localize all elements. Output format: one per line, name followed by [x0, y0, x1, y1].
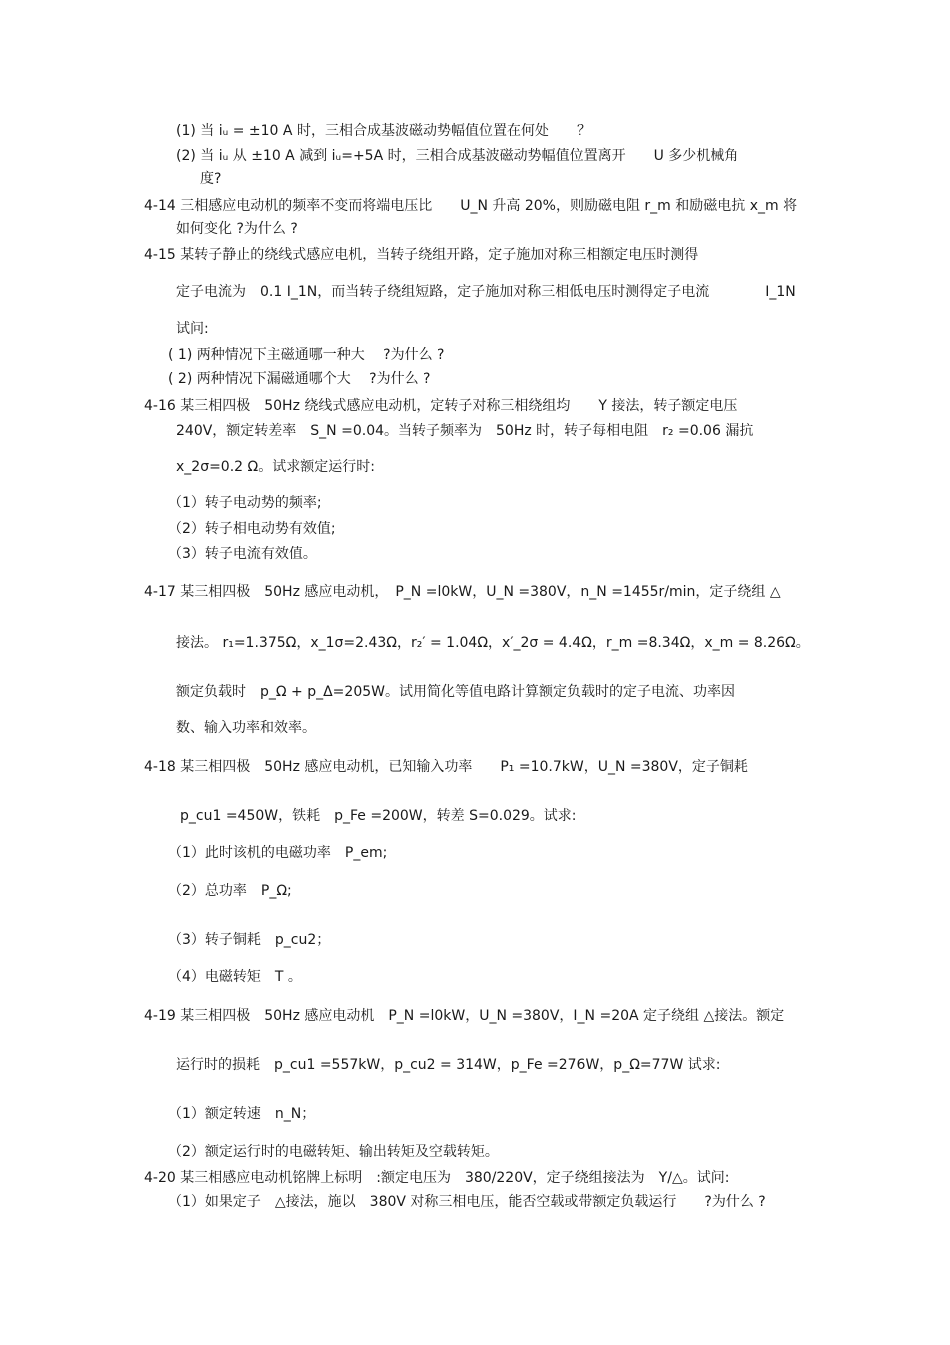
- problem-4-19-item-1: （1）额定转速 n_N；: [168, 1106, 316, 1122]
- problem-4-15-line-1: 4-15 某转子静止的绕线式感应电机，当转子绕组开路，定子施加对称三相额定电压时测得: [144, 247, 699, 263]
- problem-4-16-item-2: （2）转子相电动势有效值;: [168, 521, 336, 537]
- problem-4-17-line-3: 额定负载时 p_Ω + p_Δ=205W。试用简化等值电路计算额定负载时的定子电流、功率因: [176, 684, 735, 700]
- problem-4-18-line-1: 4-18 某三相四极 50Hz 感应电动机，已知输入功率 P₁ =10.7kW，U_N =380V，定子铜耗: [144, 759, 748, 775]
- problem-4-17-line-4: 数、输入功率和效率。: [176, 720, 316, 736]
- problem-4-18-line-2: p_cu1 =450W，铁耗 p_Fe =200W，转差 S=0.029。试求:: [180, 808, 577, 824]
- problem-4-14-line-2: 如何变化 ?为什么 ?: [176, 221, 298, 237]
- problem-4-18-item-4: （4）电磁转矩 T 。: [168, 969, 302, 985]
- problem-4-18-item-1: （1）此时该机的电磁功率 P_em;: [168, 845, 388, 861]
- line-2: (2) 当 iᵤ 从 ±10 A 减到 iᵤ=+5A 时，三相合成基波磁动势幅值位置离开 U 多少机械角: [176, 148, 739, 164]
- problem-4-16-line-3: x_2σ=0.2 Ω。试求额定运行时:: [176, 459, 375, 475]
- line-1: (1) 当 iᵤ = ±10 A 时，三相合成基波磁动势幅值位置在何处 ？: [176, 123, 591, 139]
- problem-4-17-line-2: 接法。 r₁=1.375Ω，x_1σ=2.43Ω，r₂′ = 1.04Ω，x′_2σ = 4.4Ω，r_m =8.34Ω，x_m = 8.26Ω。: [176, 635, 810, 651]
- problem-4-16-item-3: （3）转子电流有效值。: [168, 546, 317, 562]
- problem-4-19-line-1: 4-19 某三相四极 50Hz 感应电动机 P_N =l0kW，U_N =380V，I_N =20A 定子绕组 △接法。额定: [144, 1008, 785, 1024]
- problem-4-18-item-3: （3）转子铜耗 p_cu2；: [168, 932, 331, 948]
- problem-4-20-item-1: （1）如果定子 △接法，施以 380V 对称三相电压，能否空载或带额定负载运行 ?为什么 ?: [168, 1194, 766, 1210]
- problem-4-16-line-1: 4-16 某三相四极 50Hz 绕线式感应电动机，定转子对称三相绕组均 Y 接法，转子额定电压: [144, 398, 738, 414]
- problem-4-15-line-3: 试问:: [176, 321, 209, 337]
- problem-4-20-line-1: 4-20 某三相感应电动机铭牌上标明 :额定电压为 380/220V，定子绕组接法为 Y/△。试问:: [144, 1170, 730, 1186]
- problem-4-16-line-2: 240V，额定转差率 S_N =0.04。当转子频率为 50Hz 时，转子每相电阻 r₂ =0.06 漏抗: [176, 423, 754, 439]
- problem-4-19-item-2: （2）额定运行时的电磁转矩、输出转矩及空载转矩。: [168, 1144, 499, 1160]
- problem-4-16-item-1: （1）转子电动势的频率;: [168, 495, 322, 511]
- problem-4-15-line-4: ( 1) 两种情况下主磁通哪一种大 ?为什么 ?: [168, 347, 445, 363]
- problem-4-15-line-5: ( 2) 两种情况下漏磁通哪个大 ?为什么 ?: [168, 371, 431, 387]
- line-3: 度?: [200, 171, 222, 187]
- problem-4-18-item-2: （2）总功率 P_Ω;: [168, 883, 292, 899]
- problem-4-17-line-1: 4-17 某三相四极 50Hz 感应电动机， P_N =l0kW，U_N =380V，n_N =1455r/min，定子绕组 △: [144, 584, 781, 600]
- problem-4-19-line-2: 运行时的损耗 p_cu1 =557kW，p_cu2 = 314W，p_Fe =276W，p_Ω=77W 试求:: [176, 1057, 721, 1073]
- problem-4-15-line-2: 定子电流为 0.1 I_1N，而当转子绕组短路，定子施加对称三相低电压时测得定子电流 I_1N: [176, 284, 796, 300]
- problem-4-14-line-1: 4-14 三相感应电动机的频率不变而将端电压比 U_N 升高 20%，则励磁电阻 r_m 和励磁电抗 x_m 将: [144, 198, 798, 214]
